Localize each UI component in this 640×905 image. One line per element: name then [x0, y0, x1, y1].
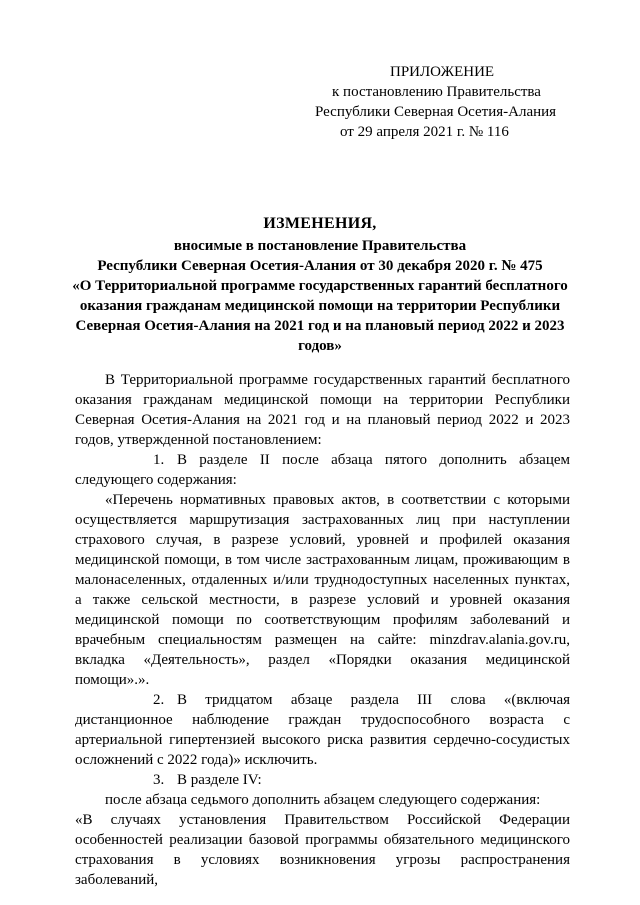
- appendix-date: от 29 апреля 2021 г. № 116: [340, 124, 509, 140]
- item-3: [75, 770, 570, 790]
- item-3-text: В разделе IV:: [177, 772, 262, 788]
- quote-paragraph-1: «Перечень нормативных правовых актов, в соответствии с которыми осуществляется маршрутизация застрахованных лиц при наступлении страхового случая, в разрезе условий, уровней и профилей оказания медицинской помощи, в том числе застрахованным лицам, проживающим в малонаселенных, отдаленных и/или труднодоступных населенных пунктах, а также сельской местности, в разрезе условий и уровней оказания медицинской помощи по соответствующим профилям заболеваний и врачебным специальностям размещен на сайте: minzdrav.alania.gov.ru, вкладка «Деятельность», раздел «Порядки оказания медицинской помощи».».: [75, 492, 570, 688]
- appendix-reference: к постановлению Правительства: [332, 84, 541, 100]
- title-line-3: «О Территориальной программе государственных гарантий бесплатного оказания гражданам медицинской помощи на территории Республики Северная Осетия-Алания на 2021 год и на плановый период 2022 и 2023 годов»: [72, 278, 568, 354]
- title-line-2: Республики Северная Осетия-Алания от 30 декабря 2020 г. № 475: [97, 258, 543, 274]
- intro-paragraph: В Территориальной программе государственных гарантий бесплатного оказания гражданам медицинской помощи на территории Республики Северная Осетия-Алания на 2021 год и на плановый период 2022 и 2023 годов, утвержденной постановлением:: [75, 372, 570, 448]
- title-line-1: вносимые в постановление Правительства: [173, 238, 467, 254]
- appendix-republic: Республики Северная Осетия-Алания: [315, 104, 557, 120]
- quote-paragraph-2: «В случаях установления Правительством Российской Федерации особенностей реализации базовой программы обязательного медицинского страхования в условиях возникновения угрозы распространения заболеваний,: [75, 812, 570, 888]
- item-3-subparagraph: после абзаца седьмого дополнить абзацем следующего содержания:: [105, 792, 541, 808]
- appendix-label: ПРИЛОЖЕНИЕ: [390, 64, 495, 80]
- item-2: [75, 690, 570, 770]
- item-2-number: 2.: [153, 692, 165, 708]
- appendix-header: [300, 62, 600, 142]
- document-body: [75, 370, 570, 890]
- title-heading: ИЗМЕНЕНИЯ,: [263, 215, 377, 232]
- item-3-number: 3.: [153, 772, 165, 788]
- item-1: [75, 450, 570, 490]
- document-title: [60, 214, 580, 356]
- item-1-number: 1.: [153, 452, 165, 468]
- item-2-text: В тридцатом абзаце раздела III слова «(включая дистанционное наблюдение граждан трудоспособного возраста с артериальной гипертензией высокого риска развития сердечно-сосудистых осложнений с 2022 года)» исключить.: [75, 692, 570, 768]
- item-1-text: В разделе II после абзаца пятого дополнить абзацем следующего содержания:: [75, 452, 570, 488]
